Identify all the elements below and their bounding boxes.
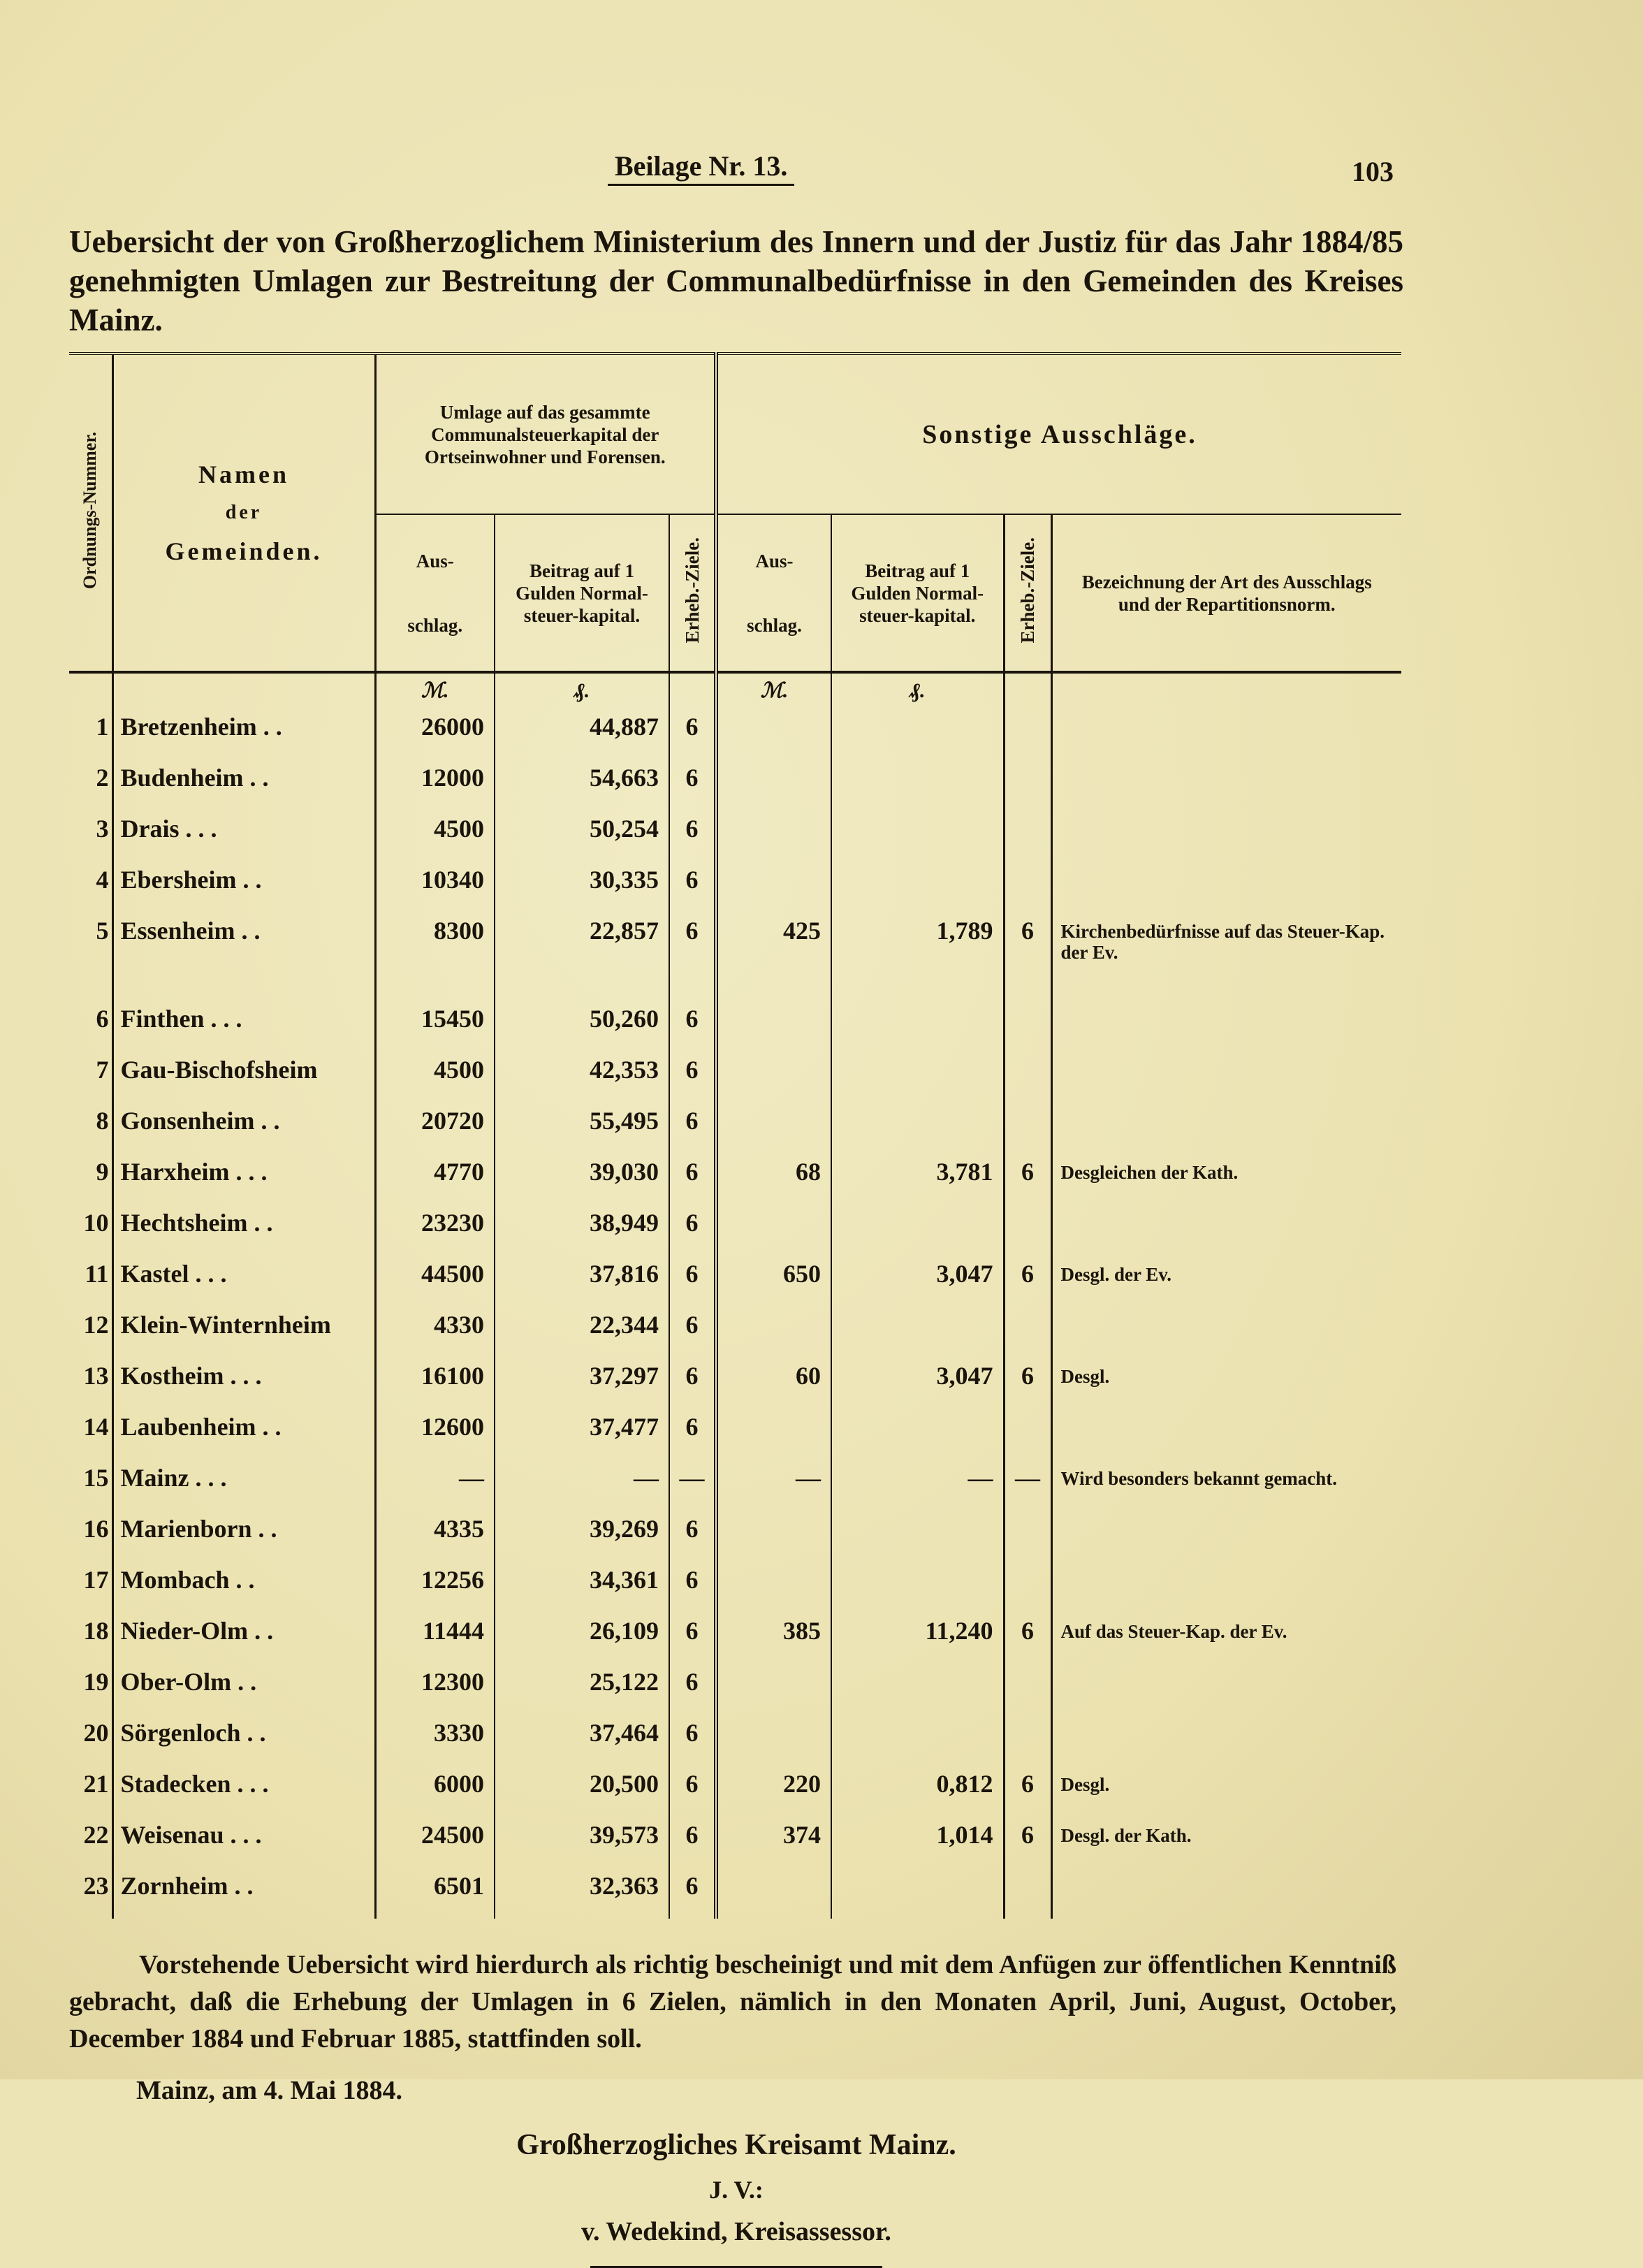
other-rate <box>831 810 1004 862</box>
municipality-name: Ebersheim . . <box>112 862 375 913</box>
row-number: 20 <box>83 1719 109 1747</box>
other-rate <box>831 1307 1004 1358</box>
table-row <box>69 1256 1401 1307</box>
other-description: Desgl. der Kath. <box>1051 1817 1401 1868</box>
other-amount <box>716 1409 831 1460</box>
other-rate <box>831 1868 1004 1919</box>
page-content <box>69 222 1403 2268</box>
table-row <box>69 1766 1401 1817</box>
other-description <box>1051 1562 1401 1613</box>
levy-amount: 4500 <box>375 810 495 862</box>
other-instalments: 6 <box>1004 1613 1051 1664</box>
municipality-name: Kastel . . . <box>112 1256 375 1307</box>
table-row <box>69 1154 1401 1205</box>
other-description <box>1051 1409 1401 1460</box>
levy-instalments: 6 <box>669 1409 716 1460</box>
table-row <box>69 1715 1401 1766</box>
levy-amount: 20720 <box>375 1103 495 1154</box>
municipality-name: Drais . . . <box>112 810 375 862</box>
levy-rate: 54,663 <box>495 759 669 810</box>
other-rate <box>831 759 1004 810</box>
supplement-label: Beilage Nr. 13. <box>608 150 794 186</box>
levy-amount: 11444 <box>375 1613 495 1664</box>
other-instalments <box>1004 1511 1051 1562</box>
levy-amount: 4500 <box>375 1052 495 1103</box>
other-amount: 385 <box>716 1613 831 1664</box>
other-instalments <box>1004 708 1051 759</box>
levy-instalments: 6 <box>669 1358 716 1409</box>
other-description <box>1051 1868 1401 1919</box>
levy-instalments: 6 <box>669 1103 716 1154</box>
row-number: 6 <box>96 1005 109 1033</box>
levy-amount: 8300 <box>375 913 495 1001</box>
levy-amount: 4330 <box>375 1307 495 1358</box>
other-rate <box>831 708 1004 759</box>
row-number: 22 <box>83 1821 109 1849</box>
other-amount: — <box>716 1460 831 1511</box>
levy-amount: 23230 <box>375 1205 495 1256</box>
other-amount <box>716 1205 831 1256</box>
other-instalments <box>1004 1868 1051 1919</box>
other-description <box>1051 1307 1401 1358</box>
municipality-name: Marienborn . . <box>112 1511 375 1562</box>
unit-pfennig: ₰. <box>495 672 669 708</box>
levy-instalments: 6 <box>669 708 716 759</box>
col-ausschlag: Aus- schlag. <box>375 514 495 672</box>
row-number: 23 <box>83 1872 109 1900</box>
table-row <box>69 1511 1401 1562</box>
other-rate <box>831 862 1004 913</box>
municipality-name: Essenheim . . <box>112 913 375 1001</box>
other-instalments <box>1004 1562 1051 1613</box>
other-description: Desgleichen der Kath. <box>1051 1154 1401 1205</box>
levy-rate: 22,857 <box>495 913 669 1001</box>
other-description <box>1051 1205 1401 1256</box>
other-rate <box>831 1715 1004 1766</box>
table-row <box>69 1103 1401 1154</box>
other-description <box>1051 759 1401 810</box>
other-instalments <box>1004 1001 1051 1052</box>
other-rate <box>831 1103 1004 1154</box>
other-description: Wird besonders bekannt gemacht. <box>1051 1460 1401 1511</box>
other-amount <box>716 708 831 759</box>
other-amount: 68 <box>716 1154 831 1205</box>
col-ausschlag-2: Aus- schlag. <box>716 514 831 672</box>
row-number: 16 <box>83 1515 109 1543</box>
levy-amount: 16100 <box>375 1358 495 1409</box>
municipality-name: Zornheim . . <box>112 1868 375 1919</box>
municipality-name: Ober-Olm . . <box>112 1664 375 1715</box>
municipality-name: Mombach . . <box>112 1562 375 1613</box>
other-instalments <box>1004 1103 1051 1154</box>
municipality-name: Gonsenheim . . <box>112 1103 375 1154</box>
other-amount: 220 <box>716 1766 831 1817</box>
municipality-name: Hechtsheim . . <box>112 1205 375 1256</box>
other-description <box>1051 862 1401 913</box>
levy-instalments: 6 <box>669 1154 716 1205</box>
other-instalments <box>1004 1052 1051 1103</box>
table-row <box>69 913 1401 1001</box>
municipality-name: Weisenau . . . <box>112 1817 375 1868</box>
levy-rate: 55,495 <box>495 1103 669 1154</box>
table-row <box>69 708 1401 759</box>
levy-instalments: 6 <box>669 1511 716 1562</box>
other-instalments <box>1004 1715 1051 1766</box>
levy-amount: 12000 <box>375 759 495 810</box>
table-row <box>69 1868 1401 1919</box>
levy-rate: 44,887 <box>495 708 669 759</box>
levy-rate: 25,122 <box>495 1664 669 1715</box>
levy-amount: — <box>375 1460 495 1511</box>
row-number: 1 <box>96 713 109 741</box>
levy-instalments: 6 <box>669 862 716 913</box>
other-amount <box>716 810 831 862</box>
levy-instalments: 6 <box>669 1256 716 1307</box>
other-amount: 60 <box>716 1358 831 1409</box>
row-number: 8 <box>96 1107 109 1135</box>
levy-amount: 26000 <box>375 708 495 759</box>
other-amount <box>716 1868 831 1919</box>
other-description <box>1051 1715 1401 1766</box>
other-amount <box>716 1715 831 1766</box>
other-instalments <box>1004 1664 1051 1715</box>
row-number: 19 <box>83 1668 109 1696</box>
levy-instalments: 6 <box>669 1868 716 1919</box>
other-amount <box>716 1052 831 1103</box>
levy-instalments: 6 <box>669 1562 716 1613</box>
levy-amount: 6501 <box>375 1868 495 1919</box>
other-amount <box>716 1511 831 1562</box>
levy-instalments: 6 <box>669 1052 716 1103</box>
table-row <box>69 1409 1401 1460</box>
other-rate <box>831 1409 1004 1460</box>
levy-rate: 39,269 <box>495 1511 669 1562</box>
levy-rate: 42,353 <box>495 1052 669 1103</box>
table-row <box>69 862 1401 913</box>
col-gemeinden: Namen der Gemeinden. <box>112 354 375 672</box>
levy-amount: 12600 <box>375 1409 495 1460</box>
other-description <box>1051 1052 1401 1103</box>
table-row <box>69 759 1401 810</box>
place-date: Mainz, am 4. Mai 1884. <box>136 2076 403 2105</box>
row-number: 3 <box>96 815 109 843</box>
levy-instalments: 6 <box>669 1613 716 1664</box>
municipality-name: Gau-Bischofsheim <box>112 1052 375 1103</box>
levy-rate: 22,344 <box>495 1307 669 1358</box>
other-rate: 3,047 <box>831 1256 1004 1307</box>
other-rate: 11,240 <box>831 1613 1004 1664</box>
levy-rate: 39,030 <box>495 1154 669 1205</box>
other-description <box>1051 1001 1401 1052</box>
row-number: 11 <box>85 1260 109 1288</box>
certification-text: Vorstehende Uebersicht wird hierdurch als richtig bescheinigt und mit dem Anfügen zur öffentlichen Kenntniß gebracht, daß die Erhebung der Umlagen in 6 Zielen, nämlich in den Monaten April, Juni, August, October, December 1884 und Februar 1885, stattfinden soll. <box>69 1950 1396 2053</box>
municipality-name: Laubenheim . . <box>112 1409 375 1460</box>
col-ziele-2: Erheb.-Ziele. <box>1004 514 1051 672</box>
municipality-name: Nieder-Olm . . <box>112 1613 375 1664</box>
levy-instalments: 6 <box>669 1715 716 1766</box>
unit-row <box>69 672 1401 708</box>
levy-amount: 10340 <box>375 862 495 913</box>
other-description <box>1051 810 1401 862</box>
row-number: 10 <box>83 1209 109 1237</box>
levy-rate: 30,335 <box>495 862 669 913</box>
table-row <box>69 1562 1401 1613</box>
document-title: Uebersicht der von Großherzoglichem Ministerium des Innern und der Justiz für das Jahr 1884/85 genehmigten Umlagen zur Bestreitung der Communalbedürfnisse in den Gemeinden des Kreises Mainz. <box>69 224 1403 337</box>
municipality-name: Kostheim . . . <box>112 1358 375 1409</box>
levy-rate: 26,109 <box>495 1613 669 1664</box>
other-amount <box>716 759 831 810</box>
levy-instalments: 6 <box>669 1817 716 1868</box>
unit-pfennig-2: ₰. <box>831 672 1004 708</box>
other-instalments: — <box>1004 1460 1051 1511</box>
levy-rate: 50,254 <box>495 810 669 862</box>
table-row <box>69 1460 1401 1511</box>
other-description: Kirchenbedürfnisse auf das Steuer-Kap. der Ev. <box>1051 913 1401 1001</box>
levy-rate: 37,297 <box>495 1358 669 1409</box>
other-description <box>1051 708 1401 759</box>
other-amount: 650 <box>716 1256 831 1307</box>
other-instalments <box>1004 810 1051 862</box>
row-number: 15 <box>83 1464 109 1492</box>
other-amount <box>716 1001 831 1052</box>
levy-rate: 37,464 <box>495 1715 669 1766</box>
levy-instalments: 6 <box>669 1307 716 1358</box>
other-rate <box>831 1001 1004 1052</box>
page-number: 103 <box>1352 156 1394 187</box>
other-rate <box>831 1511 1004 1562</box>
other-amount <box>716 862 831 913</box>
other-instalments <box>1004 1205 1051 1256</box>
other-amount <box>716 1562 831 1613</box>
row-number: 7 <box>96 1056 109 1084</box>
municipality-name: Finthen . . . <box>112 1001 375 1052</box>
row-number: 18 <box>83 1617 109 1645</box>
row-number: 17 <box>83 1566 109 1594</box>
other-amount <box>716 1664 831 1715</box>
col-beitrag-2: Beitrag auf 1 Gulden Normal-steuer-kapital. <box>831 514 1004 672</box>
other-rate: 3,781 <box>831 1154 1004 1205</box>
table-row <box>69 1664 1401 1715</box>
row-number: 12 <box>83 1311 109 1339</box>
levy-instalments: 6 <box>669 1664 716 1715</box>
municipality-name: Sörgenloch . . <box>112 1715 375 1766</box>
municipality-name: Mainz . . . <box>112 1460 375 1511</box>
on-behalf: J. V.: <box>709 2176 764 2204</box>
municipality-name: Bretzenheim . . <box>112 708 375 759</box>
other-instalments <box>1004 1409 1051 1460</box>
other-instalments: 6 <box>1004 1358 1051 1409</box>
other-instalments: 6 <box>1004 913 1051 1001</box>
levy-amount: 24500 <box>375 1817 495 1868</box>
other-instalments <box>1004 759 1051 810</box>
levy-amount: 3330 <box>375 1715 495 1766</box>
other-instalments: 6 <box>1004 1766 1051 1817</box>
other-description: Desgl. der Ev. <box>1051 1256 1401 1307</box>
levy-instalments: 6 <box>669 759 716 810</box>
col-ziele: Erheb.-Ziele. <box>669 514 716 672</box>
levy-amount: 6000 <box>375 1766 495 1817</box>
table-row <box>69 1613 1401 1664</box>
municipality-name: Klein-Winternheim <box>112 1307 375 1358</box>
levy-amount: 4335 <box>375 1511 495 1562</box>
levy-rate: 34,361 <box>495 1562 669 1613</box>
levy-table <box>69 352 1401 1919</box>
other-description: Desgl. <box>1051 1358 1401 1409</box>
other-description <box>1051 1664 1401 1715</box>
levy-amount: 4770 <box>375 1154 495 1205</box>
other-description: Desgl. <box>1051 1766 1401 1817</box>
other-amount <box>716 1103 831 1154</box>
levy-instalments: — <box>669 1460 716 1511</box>
levy-rate: 39,573 <box>495 1817 669 1868</box>
group-sonstige: Sonstige Ausschläge. <box>716 354 1401 514</box>
other-rate <box>831 1664 1004 1715</box>
table-row <box>69 1307 1401 1358</box>
other-description <box>1051 1511 1401 1562</box>
other-rate: — <box>831 1460 1004 1511</box>
other-rate <box>831 1562 1004 1613</box>
row-number: 13 <box>83 1362 109 1390</box>
other-amount: 425 <box>716 913 831 1001</box>
row-number: 21 <box>83 1770 109 1798</box>
levy-instalments: 6 <box>669 1205 716 1256</box>
row-number: 9 <box>96 1158 109 1186</box>
municipality-name: Harxheim . . . <box>112 1154 375 1205</box>
levy-amount: 12256 <box>375 1562 495 1613</box>
table-row <box>69 1052 1401 1103</box>
levy-instalments: 6 <box>669 913 716 1001</box>
group-umlage: Umlage auf das gesammte Communalsteuerkapital der Ortseinwohner und Forensen. <box>375 354 716 514</box>
levy-rate: 20,500 <box>495 1766 669 1817</box>
other-rate <box>831 1205 1004 1256</box>
levy-rate: — <box>495 1460 669 1511</box>
levy-amount: 44500 <box>375 1256 495 1307</box>
levy-instalments: 6 <box>669 1766 716 1817</box>
other-rate: 1,789 <box>831 913 1004 1001</box>
unit-mark-2: ℳ. <box>716 672 831 708</box>
table-row <box>69 1205 1401 1256</box>
row-number: 14 <box>83 1413 109 1441</box>
table-row <box>69 810 1401 862</box>
unit-mark: ℳ. <box>375 672 495 708</box>
levy-rate: 50,260 <box>495 1001 669 1052</box>
other-rate: 3,047 <box>831 1358 1004 1409</box>
other-amount: 374 <box>716 1817 831 1868</box>
table-row <box>69 1358 1401 1409</box>
municipality-name: Budenheim . . <box>112 759 375 810</box>
col-bezeichnung: Bezeichnung der Art des Ausschlags und der Repartitionsnorm. <box>1051 514 1401 672</box>
other-instalments: 6 <box>1004 1154 1051 1205</box>
other-instalments <box>1004 862 1051 913</box>
row-number: 4 <box>96 866 109 894</box>
other-instalments: 6 <box>1004 1256 1051 1307</box>
other-amount <box>716 1307 831 1358</box>
municipality-name: Stadecken . . . <box>112 1766 375 1817</box>
levy-rate: 37,816 <box>495 1256 669 1307</box>
signer: v. Wedekind, Kreisassessor. <box>581 2217 891 2246</box>
other-instalments: 6 <box>1004 1817 1051 1868</box>
issuing-office: Großherzogliches Kreisamt Mainz. <box>516 2129 956 2161</box>
other-rate <box>831 1052 1004 1103</box>
levy-amount: 15450 <box>375 1001 495 1052</box>
levy-instalments: 6 <box>669 810 716 862</box>
row-number: 2 <box>96 764 109 792</box>
levy-rate: 32,363 <box>495 1868 669 1919</box>
other-instalments <box>1004 1307 1051 1358</box>
col-ordnungs-nummer: Ordnungs-Nummer. <box>69 354 112 672</box>
other-description: Auf das Steuer-Kap. der Ev. <box>1051 1613 1401 1664</box>
levy-instalments: 6 <box>669 1001 716 1052</box>
table-row <box>69 1817 1401 1868</box>
other-rate: 0,812 <box>831 1766 1004 1817</box>
row-number: 5 <box>96 917 109 945</box>
col-beitrag: Beitrag auf 1 Gulden Normal-steuer-kapital. <box>495 514 669 672</box>
other-description <box>1051 1103 1401 1154</box>
levy-rate: 38,949 <box>495 1205 669 1256</box>
levy-amount: 12300 <box>375 1664 495 1715</box>
other-rate: 1,014 <box>831 1817 1004 1868</box>
table-row <box>69 1001 1401 1052</box>
levy-rate: 37,477 <box>495 1409 669 1460</box>
